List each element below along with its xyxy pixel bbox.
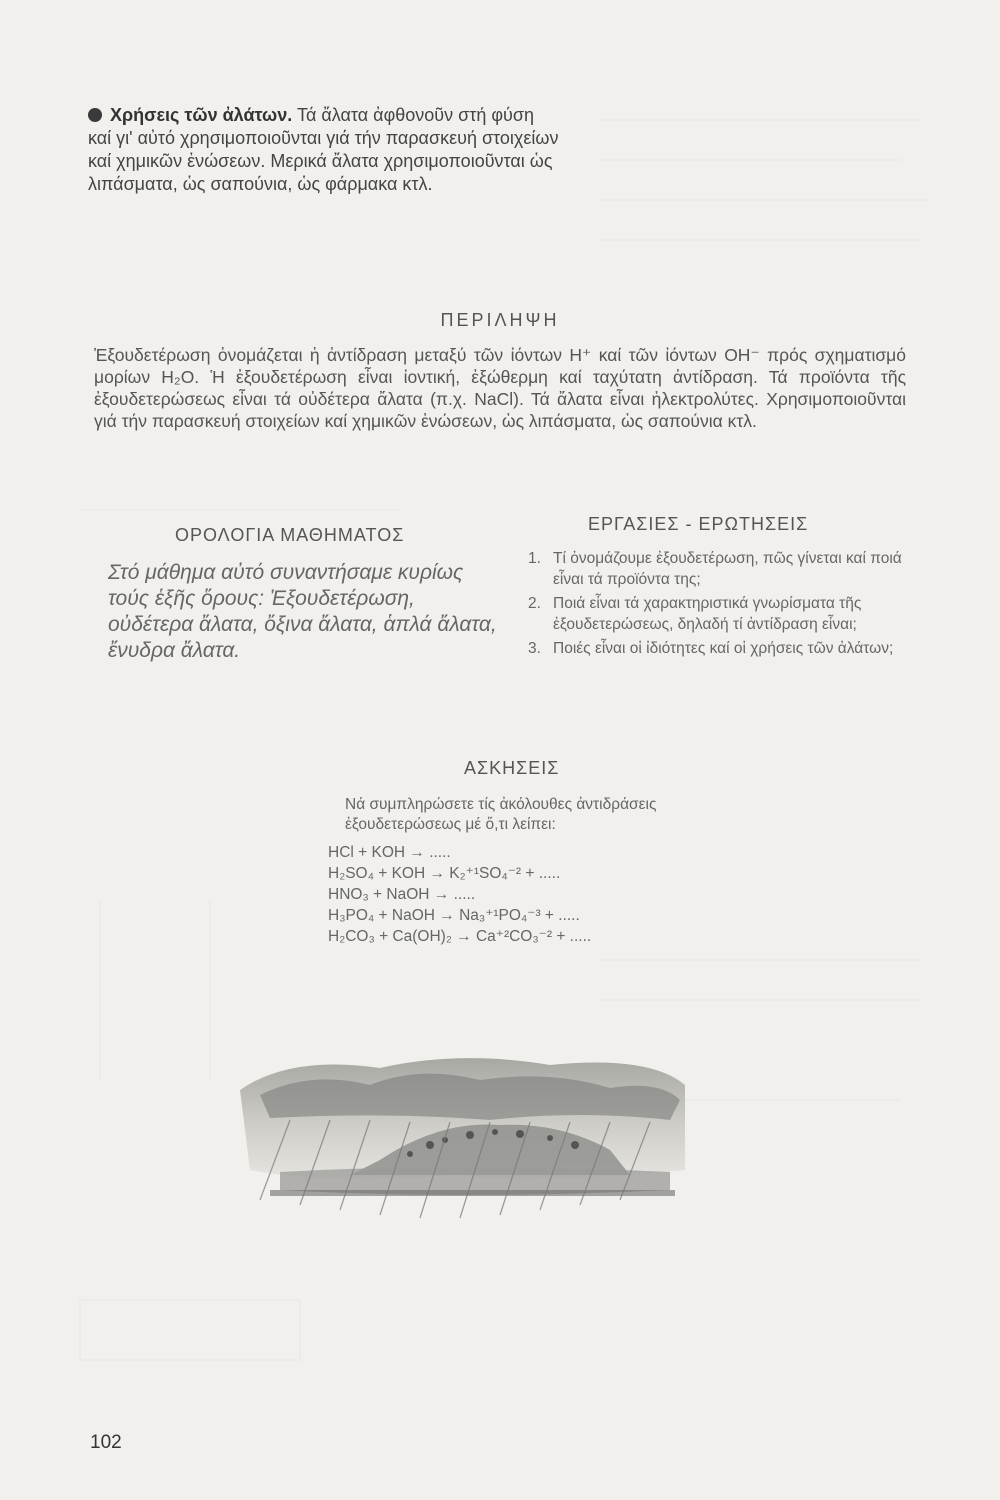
uses-heading: Χρήσεις τῶν ἀλάτων. xyxy=(110,105,293,125)
task-number: 3. xyxy=(528,640,541,657)
equation: H₃PO₄ + NaOH → Na₃⁺¹PO₄⁻³ + ..... xyxy=(328,907,580,924)
task-item xyxy=(528,593,908,635)
equation: HNO₃ + NaOH → ..... xyxy=(328,886,476,903)
equation: H₂SO₄ + KOH → K₂⁺¹SO₄⁻² + ..... xyxy=(328,865,561,882)
task-text: Ποιά εἶναι τά χαρακτηριστικά γνωρίσματα τῆς ἐξουδετερώσεως, δηλαδή τί ἀντίδραση εἶναι; xyxy=(553,595,862,633)
equation: H₂CO₃ + Ca(OH)₂ → Ca⁺²CO₃⁻² + ..... xyxy=(328,928,592,945)
bullet-icon xyxy=(88,108,102,122)
task-number: 1. xyxy=(528,550,541,567)
page-number: 102 xyxy=(90,1432,122,1453)
task-text: Ποιές εἶναι οἱ ἰδιότητες καί οἱ χρήσεις τῶν ἀλάτων; xyxy=(553,640,894,657)
terminology-title: ΟΡΟΛΟΓΙΑ ΜΑΘΗΜΑΤΟΣ xyxy=(175,525,405,545)
tasks-list xyxy=(528,548,908,662)
uses-text: Τά ἄλατα ἀφθονοῦν στή φύση καί γι' αὐτό χρησιμοποιοῦνται γιά τήν παρασκευή στοιχείων καί χημικῶν ἐνώσεων. Μερικά ἄλατα χρησιμοποιοῦνται ὡς λιπάσματα, ὡς σαπούνια, ὡς φάρμακα κτλ. xyxy=(88,105,559,194)
exercises-intro: Νά συμπληρώσετε τίς ἀκόλουθες ἀντιδράσεις ἐξουδετερώσεως μέ ὅ,τι λείπει: xyxy=(345,796,657,833)
summary-title: ΠΕΡΙΛΗΨΗ xyxy=(440,310,560,330)
uses-of-salts-paragraph xyxy=(88,104,560,196)
exercises-title: ΑΣΚΗΣΕΙΣ xyxy=(464,758,560,778)
summary-text: Ἐξουδετέρωση ὀνομάζεται ἡ ἀντίδραση μεταξύ τῶν ἰόντων H⁺ καί τῶν ἰόντων OH⁻ πρός σχηματισμό μορίων H₂O. Ἡ ἐξουδετέρωση εἶναι ἰοντική, ἐξώθερμη καί ταχύτατη ἀντίδραση. Τά προϊόντα τῆς ἐξουδετερώσεως εἶναι τά οὐδέτερα ἄλατα (π.χ. NaCl). Τά ἄλατα εἶναι ἠλεκτρολύτες. Χρησιμοποιοῦνται γιά τήν παρασκευή στοιχείων καί χημικῶν ἐνώσεων, ὡς λιπάσματα, ὡς σαπούνια κτλ. xyxy=(94,345,906,431)
terminology-text: Στό μάθημα αὐτό συναντήσαμε κυρίως τούς ἑξῆς ὅρους: Ἐξουδετέρωση, οὐδέτερα ἄλατα, ὄξινα ἄλατα, ἁπλά ἄλατα, ἔνυδρα ἄλατα. xyxy=(108,561,497,662)
acid-rain-illustration xyxy=(230,1050,690,1225)
equations-list xyxy=(328,842,708,947)
tasks-title: ΕΡΓΑΣΙΕΣ - ΕΡΩΤΗΣΕΙΣ xyxy=(588,514,809,534)
task-text: Τί ὀνομάζουμε ἐξουδετέρωση, πῶς γίνεται καί ποιά εἶναι τά προϊόντα της; xyxy=(553,550,902,588)
equation: HCl + KOH → ..... xyxy=(328,844,451,861)
task-item xyxy=(528,548,908,590)
task-number: 2. xyxy=(528,595,541,612)
task-item xyxy=(528,638,908,659)
